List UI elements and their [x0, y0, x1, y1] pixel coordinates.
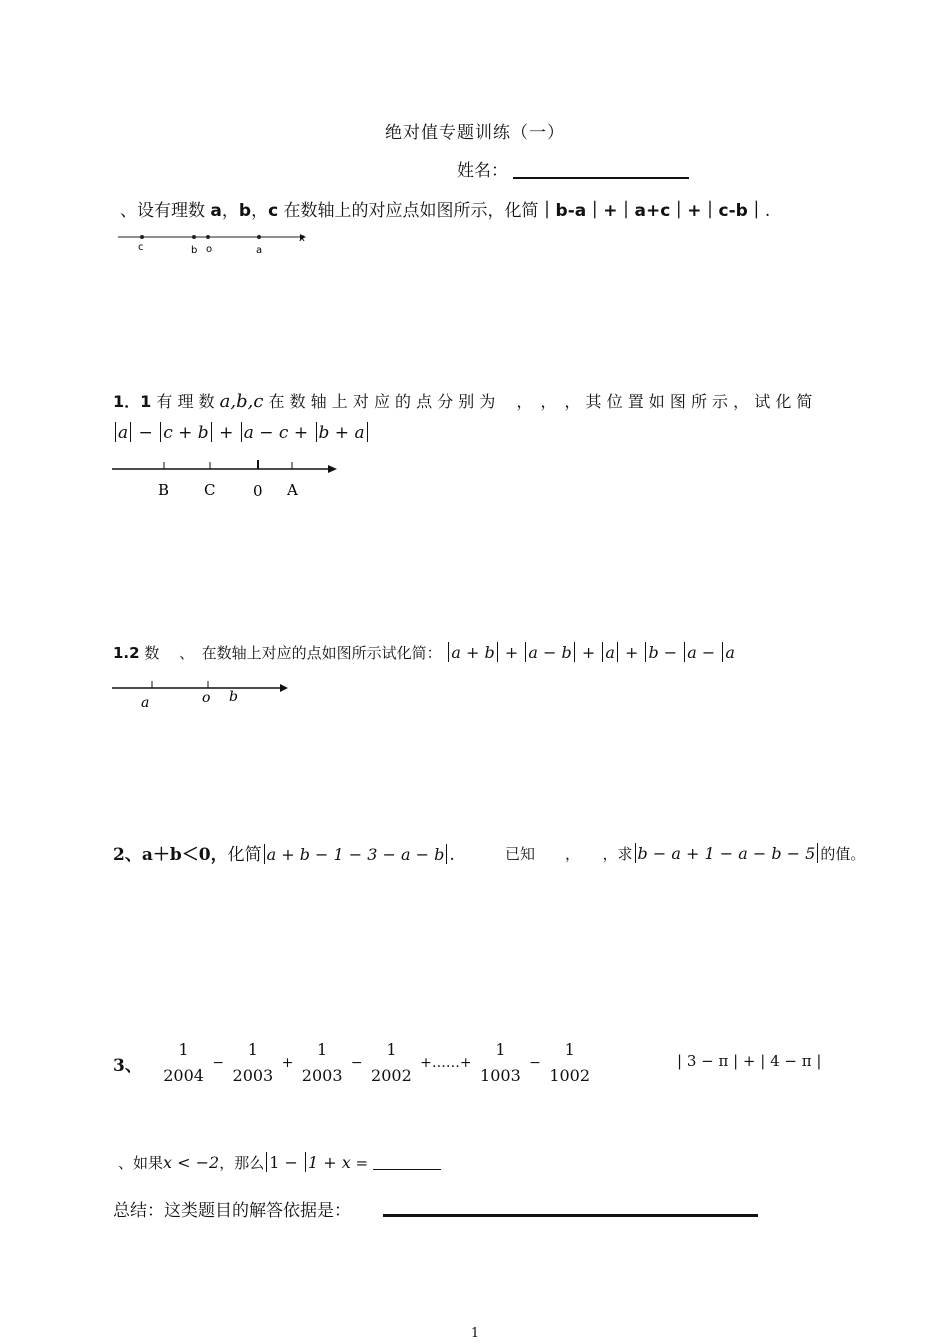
q3-fraction-3: 1 2003: [301, 1040, 343, 1085]
q0-label-b: b: [191, 245, 198, 256]
q1-2-expression: a + b + a − b + a + b − a − a: [446, 643, 735, 662]
page-number: 1: [470, 1326, 480, 1341]
q2-expression2: b − a + 1 − a − b − 5: [637, 844, 816, 863]
q1-1-text2: 在 数 轴 上 对 应 的 点 分 别 为 ， ， ， 其 位 置 如 图 所 示 ， 试 化 简: [263, 392, 813, 411]
q0-var-c: c: [268, 201, 279, 221]
page-title: 绝对值专题训练（一）: [385, 123, 565, 143]
q0-sep2: ，: [251, 201, 269, 221]
name-blank[interactable]: [513, 177, 689, 179]
question-2-known: [505, 843, 865, 864]
q0-expression: ｜b-a｜+｜a+c｜+｜c-b｜: [538, 201, 765, 221]
q0-prefix: 、设有理数: [120, 201, 211, 221]
name-label: 姓名：: [457, 161, 508, 181]
question-3: 3、 1 2004 − 1 2003 + 1 2003 − 1 2002 +……+ 1 1003 − 1 1002: [113, 1040, 591, 1085]
q0-sep1: ，: [221, 201, 239, 221]
q3-expression-right: | 3 − π | + | 4 − π |: [677, 1052, 822, 1070]
question-4: [118, 1152, 441, 1173]
q0-label-o: o: [206, 244, 213, 255]
q1-1-label-C: C: [204, 481, 216, 499]
q0-label-a: a: [256, 245, 263, 256]
q1-1-label-A: A: [287, 481, 298, 499]
q1-1-number-line: [112, 458, 342, 503]
q1-2-number-line: [112, 678, 302, 713]
q3-fraction-2: 1 2003: [232, 1040, 274, 1085]
q1-1-label-0: 0: [253, 482, 263, 500]
q3-fraction-6: 1 1002: [549, 1040, 591, 1085]
question-1-2: [113, 642, 735, 663]
q0-label-c: c: [138, 242, 144, 253]
q1-1-expression: a − c + b + a − c + b + a: [113, 422, 370, 443]
q4-expression: 1 −: [269, 1153, 303, 1172]
q0-var-a: a: [210, 201, 222, 221]
q0-number-line: [116, 228, 316, 258]
q3-fraction-5: 1 1003: [480, 1040, 521, 1085]
q0-label-x: x: [299, 233, 305, 244]
q2-number: 2、: [113, 845, 142, 865]
q4-equals: =: [350, 1154, 369, 1172]
q4-answer-blank[interactable]: [373, 1169, 441, 1170]
q1-2-text: 数 、 在数轴上对应的点如图所示试化简：: [139, 644, 442, 662]
q2-text: 化简: [227, 845, 262, 865]
question-2: [113, 840, 455, 865]
q3-fraction-1: 1 2004: [163, 1040, 204, 1085]
q2-end: .: [449, 845, 455, 865]
q4-prefix: 、如果: [118, 1154, 164, 1172]
q2-end2: 的值。: [820, 845, 866, 863]
q0-var-b: b: [238, 201, 252, 221]
q1-2-label-o: o: [202, 690, 211, 706]
q1-1-vars: a,b,c: [219, 391, 264, 412]
q4-expression2: 1 + x: [307, 1153, 351, 1172]
question-0: [120, 196, 770, 221]
q0-end: .: [764, 201, 771, 221]
summary-answer-blank[interactable]: [383, 1214, 758, 1217]
q4-condition: x < −2: [163, 1153, 220, 1172]
q1-1-text1: 有 理 数: [151, 392, 220, 411]
q4-middle: ，那么: [219, 1154, 265, 1172]
q3-number: 3、: [113, 1055, 142, 1076]
q1-2-label-b: b: [229, 689, 238, 705]
summary-label: 总结：这类题目的解答依据是：: [113, 1201, 351, 1221]
q2-condition: a＋b＜0，: [141, 845, 228, 865]
question-1-1: [113, 389, 863, 412]
q1-2-number: 1.2: [113, 644, 140, 662]
q1-1-label-B: B: [158, 481, 170, 499]
q2-known: 已知 ， ，求: [505, 845, 633, 863]
q0-middle: 在数轴上的对应点如图所示，化简: [278, 201, 539, 221]
q1-1-number: 1．1: [113, 392, 152, 411]
q1-2-label-a: a: [141, 695, 150, 711]
q2-expression: a + b − 1 − 3 − a − b: [266, 845, 445, 864]
q3-fraction-4: 1 2002: [371, 1040, 412, 1085]
